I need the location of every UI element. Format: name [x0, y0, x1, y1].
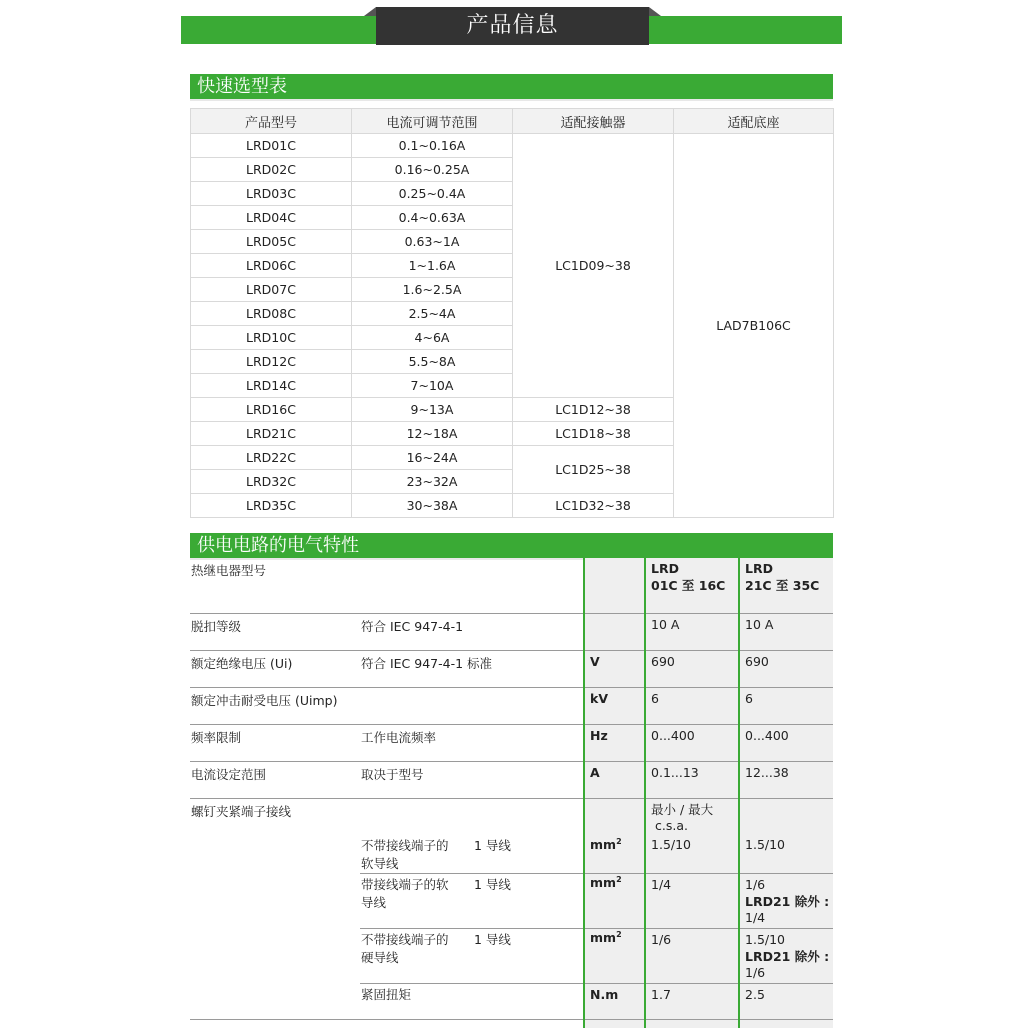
param-unit — [584, 613, 645, 650]
range-cell: 7~10A — [352, 374, 513, 398]
relay-model-label: 热继电器型号 — [190, 558, 584, 613]
param-unit: kV — [584, 687, 645, 724]
col-header-model: 产品型号 — [191, 109, 352, 134]
table-row — [190, 558, 833, 613]
screw-terminal-label: 螺钉夹紧端子接线 — [191, 803, 292, 819]
value-line: 1.5/10 — [745, 931, 786, 947]
unit-text: mm — [590, 837, 617, 853]
model-cell: LRD05C — [191, 230, 352, 254]
range-cell: 16~24A — [352, 446, 513, 470]
range-cell: 2.5~4A — [352, 302, 513, 326]
model-cell: LRD21C — [191, 422, 352, 446]
param-value-1: 690 — [645, 650, 739, 687]
param-unit: V — [584, 650, 645, 687]
min-max-line1: 最小 / 最大 — [651, 801, 714, 817]
table-row — [190, 928, 833, 983]
model-cell: LRD04C — [191, 206, 352, 230]
unit-text: mm — [590, 929, 617, 945]
param-value-1: 1.7 — [645, 983, 739, 1019]
value-line: 1/4 — [745, 909, 766, 925]
param-unit: A — [584, 761, 645, 798]
unit-cell — [584, 798, 645, 836]
contactor-cell: LC1D12~38 — [513, 398, 674, 422]
range-cell: 30~38A — [352, 494, 513, 518]
table-row — [190, 836, 833, 873]
table-row — [190, 724, 833, 761]
unit-text: N.m — [590, 986, 619, 1002]
empty-cell — [190, 983, 360, 1019]
empty-cell — [190, 873, 360, 928]
col2-line2: 21C 至 35C — [745, 578, 820, 593]
col-header-current-range: 电流可调节范围 — [352, 109, 513, 134]
cond-line1: 紧固扭矩 — [361, 986, 412, 1002]
unit-sup: 2 — [616, 874, 622, 884]
param-condition: 符合 IEC 947-4-1 标准 — [360, 650, 584, 687]
param-name: 脱扣等级 — [190, 613, 360, 650]
model-cell: LRD01C — [191, 134, 352, 158]
table-row — [190, 687, 833, 724]
param-unit: Hz — [584, 724, 645, 761]
value-line: 2.5 — [745, 986, 765, 1002]
electrical-section — [190, 558, 833, 1028]
range-cell: 0.1~0.16A — [352, 134, 513, 158]
col-header-contactor: 适配接触器 — [513, 109, 674, 134]
cond-line2: 硬导线 — [361, 949, 399, 965]
param-condition — [360, 983, 584, 1019]
electrical-table — [190, 558, 833, 1028]
param-condition: 取决于型号 — [360, 761, 584, 798]
param-condition: 符合 IEC 947-4-1 — [360, 613, 584, 650]
param-value-1: 0...400 — [645, 724, 739, 761]
param-value-2: 690 — [739, 650, 833, 687]
range-cell: 0.25~0.4A — [352, 182, 513, 206]
param-value-2: 0...400 — [739, 724, 833, 761]
model-cell: LRD35C — [191, 494, 352, 518]
param-value-1: 1/6 — [645, 928, 739, 983]
param-unit — [584, 983, 645, 1019]
model-cell: LRD06C — [191, 254, 352, 278]
exception-label: LRD21 除外 : — [745, 948, 830, 964]
param-value-1: 6 — [645, 687, 739, 724]
range-cell: 1~1.6A — [352, 254, 513, 278]
cond-line2: 软导线 — [361, 856, 399, 871]
range-cell: 0.16~0.25A — [352, 158, 513, 182]
param-value-1: 0.1...13 — [645, 761, 739, 798]
unit-sup: 2 — [616, 837, 622, 846]
param-value-2 — [739, 983, 833, 1019]
unit-cell — [584, 558, 645, 613]
empty-cell — [190, 928, 360, 983]
col1-line2: 01C 至 16C — [651, 578, 726, 593]
param-condition: 工作电流频率 — [360, 724, 584, 761]
empty-cell — [190, 836, 360, 873]
contactor-cell: LC1D09~38 — [513, 134, 674, 398]
quick-select-table — [190, 108, 834, 518]
cond-line1: 不带接线端子的 — [361, 931, 449, 947]
table-row — [190, 798, 833, 836]
param-value-2 — [739, 928, 833, 983]
col-header-lrd-21c-35c — [739, 558, 833, 613]
model-cell: LRD14C — [191, 374, 352, 398]
model-cell: LRD02C — [191, 158, 352, 182]
range-cell: 4~6A — [352, 326, 513, 350]
conductor-count: 1 导线 — [474, 838, 511, 853]
model-cell: LRD07C — [191, 278, 352, 302]
value-cell — [739, 798, 833, 836]
model-cell: LRD12C — [191, 350, 352, 374]
conductor-count: 1 导线 — [474, 931, 511, 947]
cond-line1: 不带接线端子的 — [361, 838, 449, 853]
base-cell: LAD7B106C — [674, 134, 834, 518]
table-row — [190, 873, 833, 928]
electrical-title: 供电电路的电气特性 — [190, 533, 833, 558]
param-name: 额定冲击耐受电压 (Uimp) — [190, 687, 584, 724]
table-row — [190, 650, 833, 687]
model-cell: LRD03C — [191, 182, 352, 206]
table-row — [191, 134, 834, 158]
param-condition — [360, 928, 584, 983]
range-cell: 23~32A — [352, 470, 513, 494]
param-value-2 — [739, 873, 833, 928]
param-condition — [360, 836, 584, 873]
min-max-label — [645, 798, 739, 836]
range-cell: 1.6~2.5A — [352, 278, 513, 302]
conductor-count: 1 导线 — [474, 876, 511, 892]
contactor-cell: LC1D32~38 — [513, 494, 674, 518]
model-cell: LRD10C — [191, 326, 352, 350]
col2-line1: LRD — [745, 561, 773, 576]
range-cell: 5.5~8A — [352, 350, 513, 374]
table-row — [190, 613, 833, 650]
param-value-2: 6 — [739, 687, 833, 724]
unit-text: mm — [590, 874, 617, 890]
range-cell: 0.4~0.63A — [352, 206, 513, 230]
min-max-line2: c.s.a. — [655, 817, 688, 833]
value-line: 1/6 — [745, 964, 766, 980]
range-cell: 0.63~1A — [352, 230, 513, 254]
table-row — [190, 761, 833, 798]
quick-select-title: 快速选型表 — [190, 74, 833, 99]
param-condition — [360, 873, 584, 928]
range-cell: 12~18A — [352, 422, 513, 446]
value-line: 1.5/10 — [745, 837, 786, 852]
param-value-1: 1.5/10 — [645, 836, 739, 873]
param-value-2: 12...38 — [739, 761, 833, 798]
col1-line1: LRD — [651, 561, 679, 576]
param-value-1: 1/4 — [645, 873, 739, 928]
param-value-2 — [739, 836, 833, 873]
contactor-cell: LC1D18~38 — [513, 422, 674, 446]
contactor-cell: LC1D25~38 — [513, 446, 674, 494]
model-cell: LRD22C — [191, 446, 352, 470]
param-name: 频率限制 — [190, 724, 360, 761]
model-cell: LRD08C — [191, 302, 352, 326]
page-title: 产品信息 — [376, 7, 649, 45]
col-header-base: 适配底座 — [674, 109, 834, 134]
param-unit — [584, 873, 645, 928]
model-cell: LRD16C — [191, 398, 352, 422]
param-value-1: 10 A — [645, 613, 739, 650]
cond-line1: 带接线端子的软 — [361, 876, 449, 892]
unit-sup: 2 — [616, 929, 622, 939]
param-unit — [584, 928, 645, 983]
param-unit — [584, 836, 645, 873]
value-line: 1/6 — [745, 876, 766, 892]
param-name: 电流设定范围 — [190, 761, 360, 798]
cond-line2: 导线 — [361, 894, 387, 910]
param-value-2: 10 A — [739, 613, 833, 650]
range-cell: 9~13A — [352, 398, 513, 422]
exception-label: LRD21 除外 : — [745, 893, 830, 909]
table-row — [190, 983, 833, 1019]
param-name: 额定绝缘电压 (Ui) — [190, 650, 360, 687]
col-header-lrd-01c-16c — [645, 558, 739, 613]
model-cell: LRD32C — [191, 470, 352, 494]
